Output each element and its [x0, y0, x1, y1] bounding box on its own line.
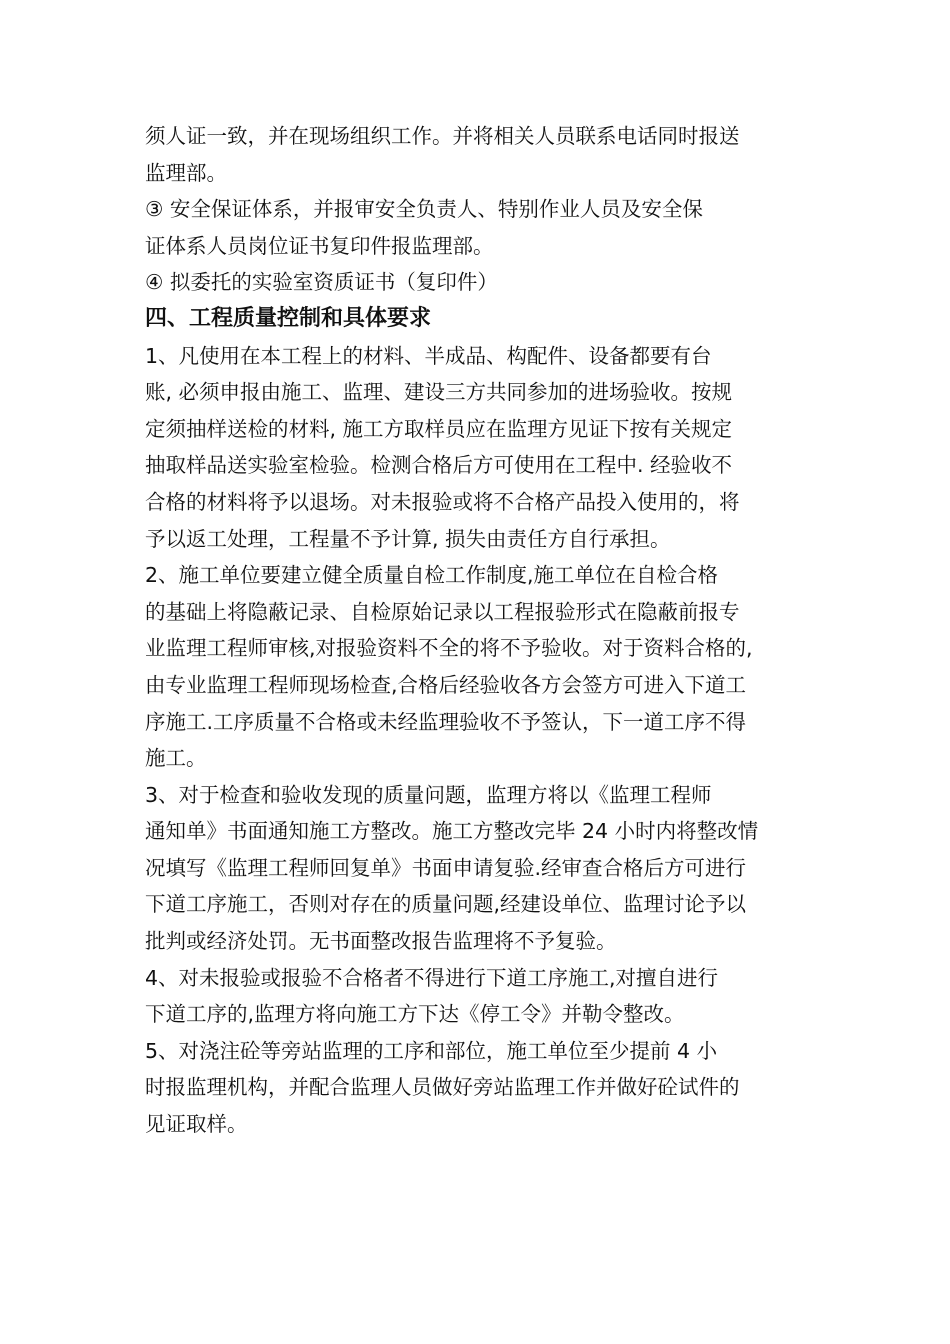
- text-line: 由专业监理工程师现场检查,合格后经验收各方会签方可进入下道工: [145, 672, 747, 697]
- text-line: 下道工序施工，否则对存在的质量问题,经建设单位、监理讨论予以: [145, 892, 747, 917]
- text-line: 4、对未报验或报验不合格者不得进行下道工序施工,对擅自进行: [145, 965, 719, 990]
- text-line: ③ 安全保证体系，并报审安全负责人、特别作业人员及安全保: [145, 197, 703, 222]
- text-line: 须人证一致，并在现场组织工作。并将相关人员联系电话同时报送: [145, 124, 740, 148]
- text-line: 5、对浇注砼等旁站监理的工序和部位，施工单位至少提前 4 小: [145, 1038, 718, 1063]
- text-line: 见证取样。: [145, 1112, 248, 1137]
- text-line: 时报监理机构，并配合监理人员做好旁站监理工作并做好砼试件的: [145, 1075, 740, 1100]
- text-line: 1、凡使用在本工程上的材料、半成品、构配件、设备都要有台: [145, 343, 712, 368]
- text-line: ④ 拟委托的实验室资质证书（复印件）: [145, 270, 498, 295]
- text-line: 通知单》书面通知施工方整改。施工方整改完毕 24 小时内将整改情: [145, 819, 759, 844]
- text-line: 监理部。: [145, 160, 227, 185]
- text-line: 业监理工程师审核,对报验资料不全的将不予验收。对于资料合格的,: [145, 636, 753, 661]
- text-line: 2、施工单位要建立健全质量自检工作制度,施工单位在自检合格: [145, 563, 719, 588]
- text-line: 账, 必须申报由施工、监理、建设三方共同参加的进场验收。按规: [145, 380, 733, 405]
- text-line: 下道工序的,监理方将向施工方下达《停工令》并勒令整改。: [145, 1002, 685, 1027]
- text-line: 合格的材料将予以退场。对未报验或将不合格产品投入使用的，将: [145, 489, 740, 514]
- text-line: 的基础上将隐蔽记录、自检原始记录以工程报验形式在隐蔽前报专: [145, 599, 740, 624]
- document-body: [145, 118, 813, 1143]
- text-line: 抽取样品送实验室检验。检测合格后方可使用在工程中. 经验收不: [145, 453, 733, 478]
- text-line: 证体系人员岗位证书复印件报监理部。: [145, 233, 494, 258]
- section-heading: 四、工程质量控制和具体要求: [145, 305, 432, 331]
- text-line: 况填写《监理工程师回复单》书面申请复验.经审查合格后方可进行: [145, 855, 747, 880]
- text-line: 定须抽样送检的材料, 施工方取样员应在监理方见证下按有关规定: [145, 416, 733, 441]
- text-line: 批判或经济处罚。无书面整改报告监理将不予复验。: [145, 929, 617, 954]
- text-line: 予以返工处理，工程量不予计算, 损失由责任方自行承担。: [145, 526, 671, 551]
- text-line: 序施工.工序质量不合格或未经监理验收不予签认，下一道工序不得: [145, 709, 747, 734]
- text-line: 施工。: [145, 746, 207, 771]
- text-line: 3、对于检查和验收发现的质量问题，监理方将以《监理工程师: [145, 782, 712, 807]
